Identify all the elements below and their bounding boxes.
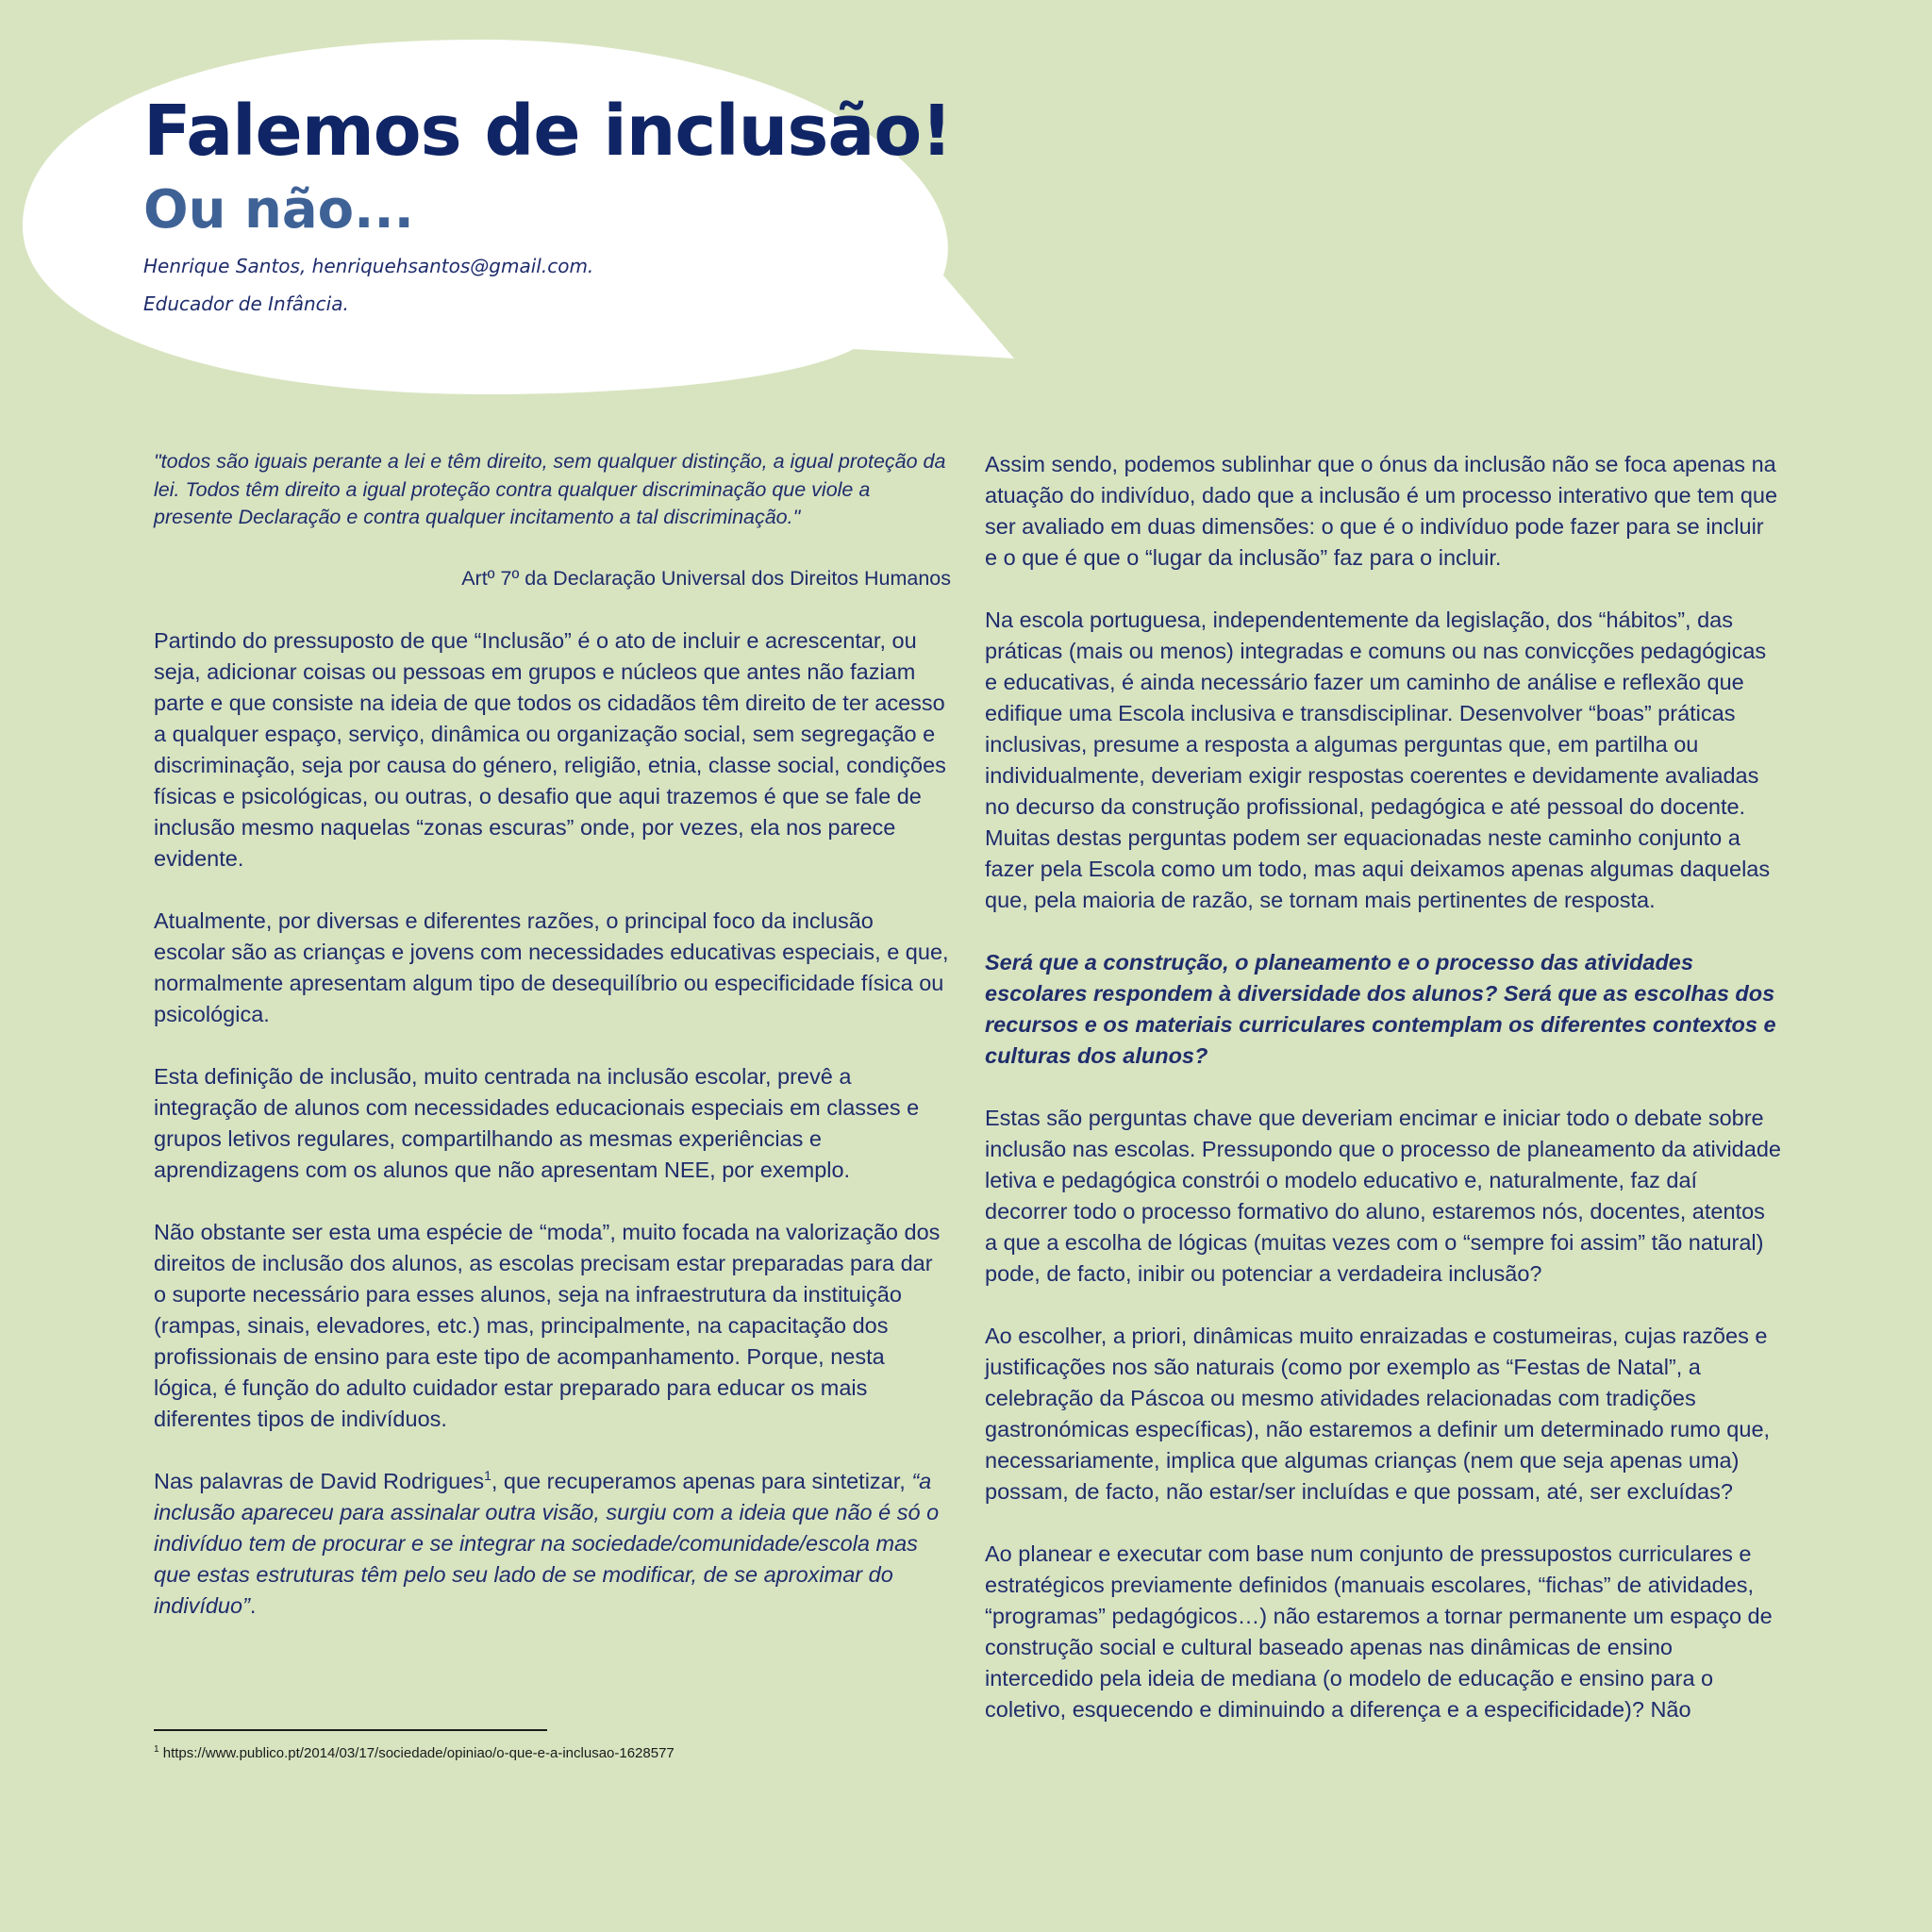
footnote-divider xyxy=(154,1729,547,1731)
footnote-reference: 1 xyxy=(484,1467,491,1483)
paragraph: Não obstante ser esta uma espécie de “moda”, muito focada na valorização dos direitos de inclusão dos alunos, as escolas precisam estar preparadas para dar o suporte necessário para esses alunos, seja na infraestrutura da instituição (rampas, sinais, elevadores, etc.) mas, principalmente, na capacitação dos profissionais de ensino para este tipo de acompanhamento. Porque, nesta lógica, é função do adulto cuidador estar preparado para educar os mais diferentes tipos de indivíduos. xyxy=(154,1219,941,1431)
role-line: Educador de Infância. xyxy=(143,292,349,315)
footnote-link[interactable]: https://www.publico.pt/2014/03/17/sociedade/opiniao/o-que-e-a-inclusao-1628577 xyxy=(162,1745,675,1761)
paragraph: Na escola portuguesa, independentemente da legislação, dos “hábitos”, das práticas (mais ou menos) integradas e comuns ou nas convicções pedagógicas e educativas, é ainda necessário fazer um caminho de análise e reflexão que edifique uma Escola inclusiva e transdisciplinar. Desenvolver “boas” práticas inclusivas, presume a resposta a algumas perguntas que, em partilha ou individualmente, deveriam exigir respostas coerentes e devidamente avaliadas no decurso da construção profissional, pedagógica e até pessoal do docente. Muitas destas perguntas podem ser equacionadas neste caminho conjunto a fazer pela Escola como um todo, mas aqui deixamos apenas algumas daquelas que, pela maioria de razão, se tornam mais pertinentes de resposta. xyxy=(985,608,1771,912)
paragraph: Esta definição de inclusão, muito centrada na inclusão escolar, prevê a integração de alunos com necessidades educacionais especiais em classes e grupos letivos regulares, compartilhando as mesmas experiências e aprendizagens com os alunos que não apresentam NEE, por exemplo. xyxy=(154,1063,920,1182)
article-subtitle: Ou não... xyxy=(143,179,414,241)
byline xyxy=(143,247,593,323)
paragraph: Ao planear e executar com base num conjunto de pressupostos curriculares e estratégicos previamente definidos (manuais escolares, “fichas” de atividades, “programas” pedagógicos…) não estaremos a tornar permanente um espaço de construção social e cultural baseado apenas nas dinâmicas de ensino intercedido pela ideia de mediana (o modelo de educação e ensino para o coletivo, esquecendo e diminuindo a diferença e a especificidade)? Não xyxy=(985,1541,1773,1722)
paragraph: Assim sendo, podemos sublinhar que o ónus da inclusão não se foca apenas na atuação do indivíduo, dado que a inclusão é um processo interativo que tem que ser avaliado em duas dimensões: o que é o indivíduo pode fazer para se incluir e o que é que o “lugar da inclusão” faz para o incluir. xyxy=(985,452,1778,570)
right-column xyxy=(985,449,1782,1757)
highlighted-question: Será que a construção, o planeamento e o processo das atividades escolares respondem à diversidade dos alunos? Será que as escolhas dos recursos e os materiais curriculares contemplam os diferentes contextos e culturas dos alunos? xyxy=(985,950,1776,1068)
paragraph: Atualmente, por diversas e diferentes razões, o principal foco da inclusão escolar são as crianças e jovens com necessidades educativas especiais, e que, normalmente apresentam algum tipo de desequilíbrio ou especificidade física ou psicológica. xyxy=(154,908,949,1026)
paragraph: Estas são perguntas chave que deveriam encimar e iniciar todo o debate sobre inclusão nas escolas. Pressupondo que o processo de planeamento da atividade letiva e pedagógica constrói o modelo educativo e, naturalmente, faz daí decorrer todo o processo formativo do aluno, estaremos nós, docentes, atentos a que a escolha de lógicas (muitas vezes com o “sempre foi assim” tão natural) pode, de facto, inibir ou potenciar a verdadeira inclusão? xyxy=(985,1106,1781,1286)
author-line: Henrique Santos, henriquehsantos@gmail.com. xyxy=(143,255,594,277)
inline-quote: “a inclusão apareceu para assinalar outra visão, surgiu com a ideia que não é só o indivíduo tem de procurar e se integrar na sociedade/comunidade/escola mas que estas estruturas têm pelo seu lado de se modificar, de se aproximar do indivíduo” xyxy=(154,1468,940,1618)
footnote xyxy=(154,1745,675,1761)
paragraph: Ao escolher, a priori, dinâmicas muito enraizadas e costumeiras, cujas razões e justificações nos são naturais (como por exemplo as “Festas de Natal”, a celebração da Páscoa ou mesmo atividades relacionadas com tradições gastronómicas específicas), não estaremos a definir um determinado rumo que, necessariamente, implica que algumas crianças (nem que seja apenas uma) possam, de facto, não estar/ser incluídas e que possam, até, ser excluídas? xyxy=(985,1324,1771,1504)
article-title: Falemos de inclusão! xyxy=(143,91,952,172)
paragraph-quote xyxy=(154,1466,951,1622)
paragraph-intro: Nas palavras de David Rodrigues xyxy=(154,1468,485,1493)
epigraph-source: Artº 7º da Declaração Universal dos Direitos Humanos xyxy=(461,566,951,590)
paragraph-end: . xyxy=(249,1592,257,1618)
paragraph: Partindo do pressuposto de que “Inclusão” é o ato de incluir e acrescentar, ou seja, adicionar coisas ou pessoas em grupos e núcleos que antes não faziam parte e que consiste na ideia de que todos os cidadãos têm direito de ter acesso a qualquer espaço, serviço, dinâmica ou organização social, sem segregação e discriminação, seja por causa do género, religião, etnia, classe social, condições físicas e psicológicas, ou outras, o desafio que aqui trazemos é que se fale de inclusão mesmo naquelas “zonas escuras” onde, por vezes, ela nos parece evidente. xyxy=(154,627,946,871)
left-column xyxy=(154,448,951,1653)
epigraph-quote: "todos são iguais perante a lei e têm direito, sem qualquer distinção, a igual proteção da lei. Todos têm direito a igual proteção contra qualquer discriminação que viole a presente Declaração e contra qualquer incitamento a tal discriminação." xyxy=(154,450,946,528)
paragraph-connector: , que recuperamos apenas para sintetizar, xyxy=(491,1468,912,1493)
footnote-number: 1 xyxy=(154,1744,159,1755)
